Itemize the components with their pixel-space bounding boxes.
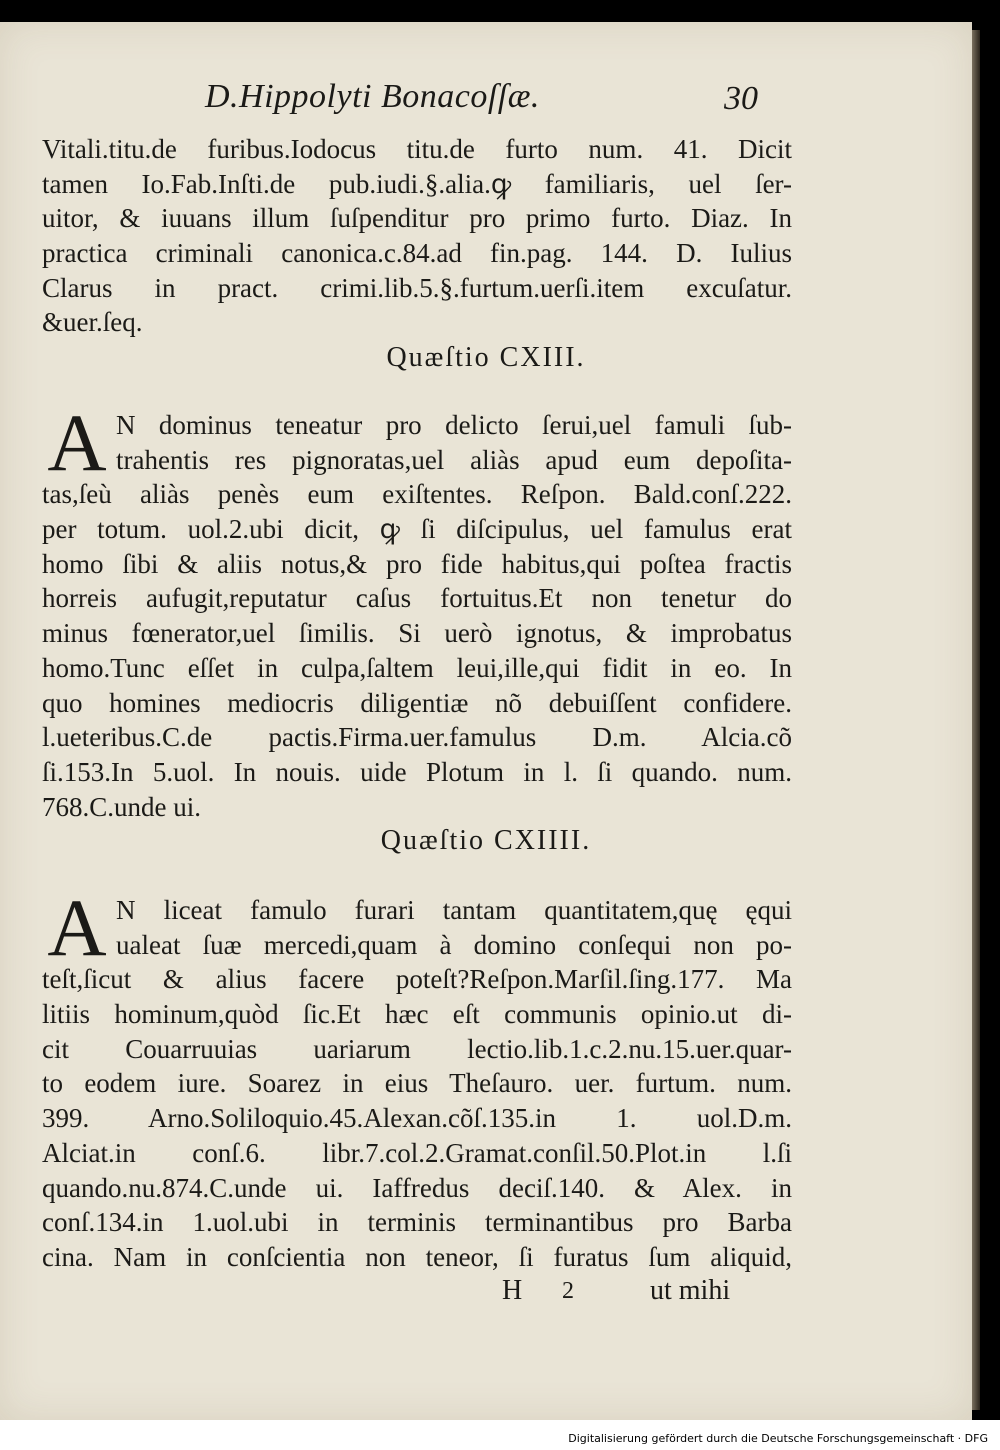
text-line: per totum. uol.2.ubi dicit, ꝙ ſi diſcipulus, uel famulus erat	[42, 514, 792, 545]
text-line: 399. Arno.Soliloquio.45.Alexan.cõſ.135.in 1. uol.D.m.	[42, 1103, 792, 1134]
text-line: quo homines mediocris diligentiæ nõ debuiſſent confidere.	[42, 687, 792, 718]
text-line: tamen Io.Fab.Inſti.de pub.iudi.§.alia.ꝙ familiaris, uel ſer-	[42, 168, 792, 199]
text-line: Vitali.titu.de furibus.Iodocus titu.de furto num. 41. Dicit	[42, 134, 792, 164]
text-line: N liceat famulo furari tantam quantitatem,quę ęqui	[116, 895, 792, 925]
question-paragraph	[42, 882, 792, 1275]
running-head-title: D.Hippolyti Bonacoſſæ.	[205, 78, 540, 115]
text-line: Clarus in pract. crimi.lib.5.§.furtum.uerſi.item excuſatur.	[42, 272, 792, 303]
text-line: teſt,ſicut & alius facere poteſt?Reſpon.Marſil.ſing.177. Ma	[42, 964, 792, 995]
page-number: 30	[724, 80, 758, 117]
funding-credit: Digitalisierung gefördert durch die Deutsche Forschungsgemeinschaft · DFG	[568, 1432, 988, 1445]
text-line: conſ.134.in 1.uol.ubi in terminis terminantibus pro Barba	[42, 1207, 792, 1238]
text-line: minus fœnerator,uel ſimilis. Si uerò ignotus, & improbatus	[42, 618, 792, 649]
text-line: &uer.ſeq.	[42, 307, 143, 338]
page-edge	[972, 30, 980, 1410]
drop-cap: A	[47, 397, 107, 488]
text-line: practica criminali canonica.c.84.ad fin.pag. 144. D. Iulius	[42, 238, 792, 269]
text-line: N dominus teneatur pro delicto ſerui,uel famuli ſub-	[116, 410, 792, 440]
question-heading: Quæſtio CXIIII.	[380, 825, 592, 856]
signature-mark: H	[502, 1275, 523, 1306]
drop-cap: A	[47, 882, 107, 973]
text-line: l.ueteribus.C.de pactis.Firma.uer.famulus D.m. Alcia.cõ	[42, 722, 792, 753]
text-line: trahentis res pignoratas,uel aliàs apud eum depoſita-	[116, 444, 792, 475]
text-line: Alciat.in conſ.6. libr.7.col.2.Gramat.conſil.50.Plot.in l.ſi	[42, 1137, 792, 1168]
text-line: to eodem iure. Soarez in eius Theſauro. uer. furtum. num.	[42, 1068, 792, 1099]
text-line: 768.C.unde ui.	[42, 791, 201, 822]
question-paragraph	[42, 397, 792, 824]
opening-paragraph	[42, 132, 792, 340]
text-line: homo.Tunc eſſet in culpa,ſaltem leui,ille,qui fidit in eo. In	[42, 652, 792, 683]
text-line: cit Couarruuias uariarum lectio.lib.1.c.2.nu.15.uer.quar-	[42, 1033, 792, 1064]
catchword: ut mihi	[650, 1275, 731, 1306]
text-line: litiis hominum,quòd ſic.Et hæc eſt communis opinio.ut di-	[42, 999, 792, 1030]
signature-number: 2	[562, 1278, 574, 1304]
question-heading: Quæſtio CXIII.	[386, 342, 586, 373]
text-line: ualeat ſuæ mercedi,quam à domino conſequi non po-	[116, 929, 792, 960]
text-line: tas,ſeù aliàs penès eum exiſtentes. Reſpon. Bald.conſ.222.	[42, 479, 792, 510]
text-line: quando.nu.874.C.unde ui. Iaffredus deciſ.140. & Alex. in	[42, 1172, 792, 1203]
text-line: horreis aufugit,reputatur caſus fortuitus.Et non tenetur do	[42, 583, 792, 614]
text-line: homo ſibi & aliis notus,& pro fide habitus,qui poſtea fractis	[42, 548, 792, 579]
text-line: ſi.153.In 5.uol. In nouis. uide Plotum in l. ſi quando. num.	[42, 756, 792, 787]
text-line: uitor, & iuuans illum ſuſpenditur pro primo furto. Diaz. In	[42, 203, 792, 234]
text-line: cina. Nam in conſcientia non teneor, ſi furatus ſum aliquid,	[42, 1241, 792, 1272]
